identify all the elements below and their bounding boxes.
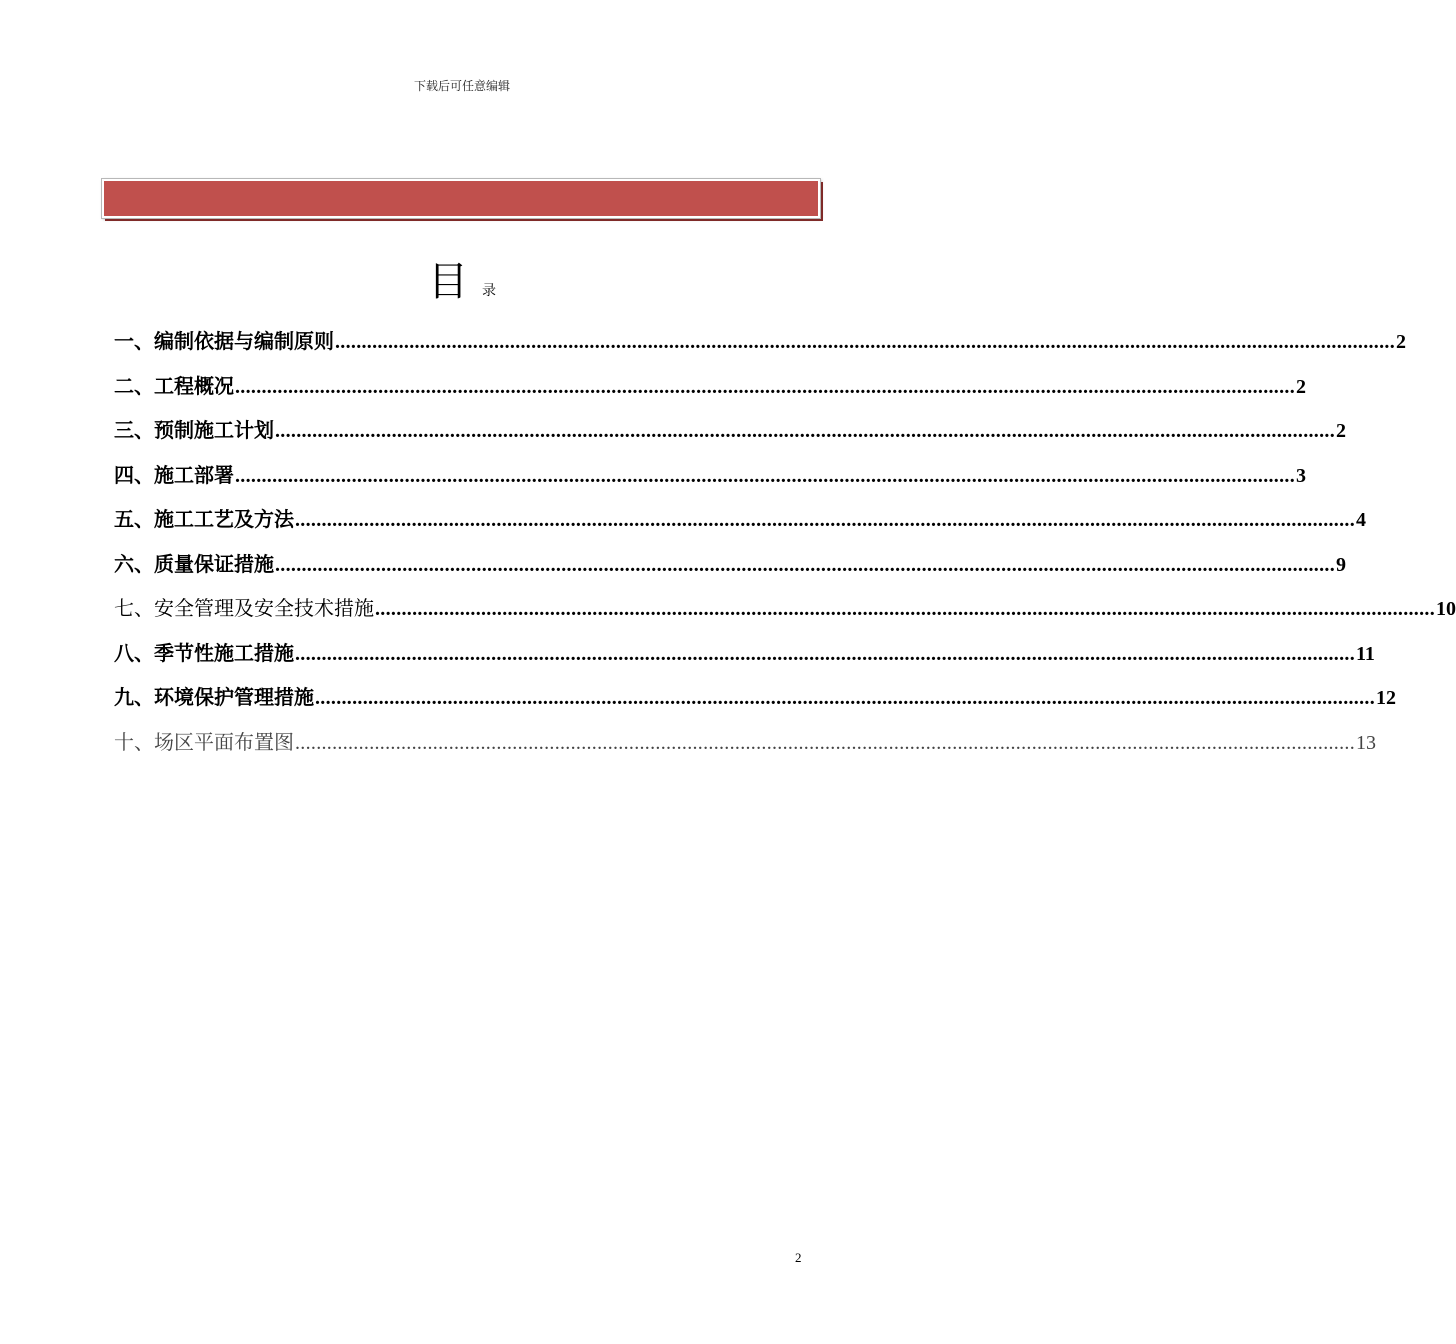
toc-entry-page: 4	[1356, 509, 1366, 531]
decorative-banner	[102, 179, 820, 218]
toc-entry-page: 2	[1396, 331, 1406, 353]
toc-leader-dots: ........................................................................................................................................................................................................	[235, 375, 1295, 398]
toc-leader-dots: ........................................................................................................................................................................................................	[295, 731, 1355, 754]
toc-leader-dots: ........................................................................................................................................................................................................	[275, 553, 1335, 576]
toc-entry-page: 10	[1436, 598, 1456, 620]
toc-leader-dots: ........................................................................................................................................................................................................	[375, 598, 1435, 620]
toc-heading	[0, 250, 924, 307]
toc-heading-suffix: 录	[482, 283, 496, 299]
toc-entry-page: 2	[1336, 420, 1346, 442]
toc-entry-page: 13	[1356, 731, 1376, 754]
toc-entry[interactable]	[114, 545, 1346, 590]
toc-entry[interactable]	[114, 322, 1406, 367]
toc-entry-page: 11	[1356, 642, 1375, 665]
toc-heading-main: 目	[428, 259, 468, 305]
toc-leader-dots: ........................................................................................................................................................................................................	[335, 331, 1395, 353]
toc-entry[interactable]	[114, 678, 1396, 723]
toc-leader-dots: ........................................................................................................................................................................................................	[315, 687, 1375, 709]
toc-leader-dots: ........................................................................................................................................................................................................	[295, 509, 1355, 531]
toc-entry[interactable]	[114, 589, 1456, 634]
toc-entry-label: 一、编制依据与编制原则	[114, 329, 334, 353]
table-of-contents	[114, 322, 1456, 767]
page-number: 2	[795, 1250, 802, 1265]
toc-entry-label: 三、预制施工计划	[114, 418, 274, 442]
toc-leader-dots: ........................................................................................................................................................................................................	[295, 642, 1355, 665]
toc-entry[interactable]	[114, 367, 1306, 412]
toc-leader-dots: ........................................................................................................................................................................................................	[235, 464, 1295, 487]
toc-entry-page: 2	[1296, 375, 1306, 398]
toc-entry-label: 四、施工部署	[114, 462, 234, 487]
toc-leader-dots: ........................................................................................................................................................................................................	[275, 420, 1335, 442]
toc-entry-label: 十、场区平面布置图	[114, 729, 294, 754]
toc-entry[interactable]	[114, 456, 1306, 501]
toc-entry-label: 六、质量保证措施	[114, 551, 274, 576]
toc-entry[interactable]	[114, 634, 1375, 679]
toc-entry-label: 八、季节性施工措施	[114, 640, 294, 665]
toc-entry-page: 9	[1336, 553, 1346, 576]
toc-entry-label: 九、环境保护管理措施	[114, 685, 314, 709]
toc-entry-page: 3	[1296, 464, 1306, 487]
toc-entry-page: 12	[1376, 687, 1396, 709]
toc-entry-label: 五、施工工艺及方法	[114, 507, 294, 531]
toc-entry[interactable]	[114, 411, 1346, 456]
toc-entry-label: 二、工程概况	[114, 373, 234, 398]
toc-entry[interactable]	[114, 723, 1376, 768]
toc-entry-label: 七、安全管理及安全技术措施	[114, 596, 374, 620]
toc-entry[interactable]	[114, 500, 1366, 545]
header-note: 下载后可任意编辑	[413, 79, 510, 93]
